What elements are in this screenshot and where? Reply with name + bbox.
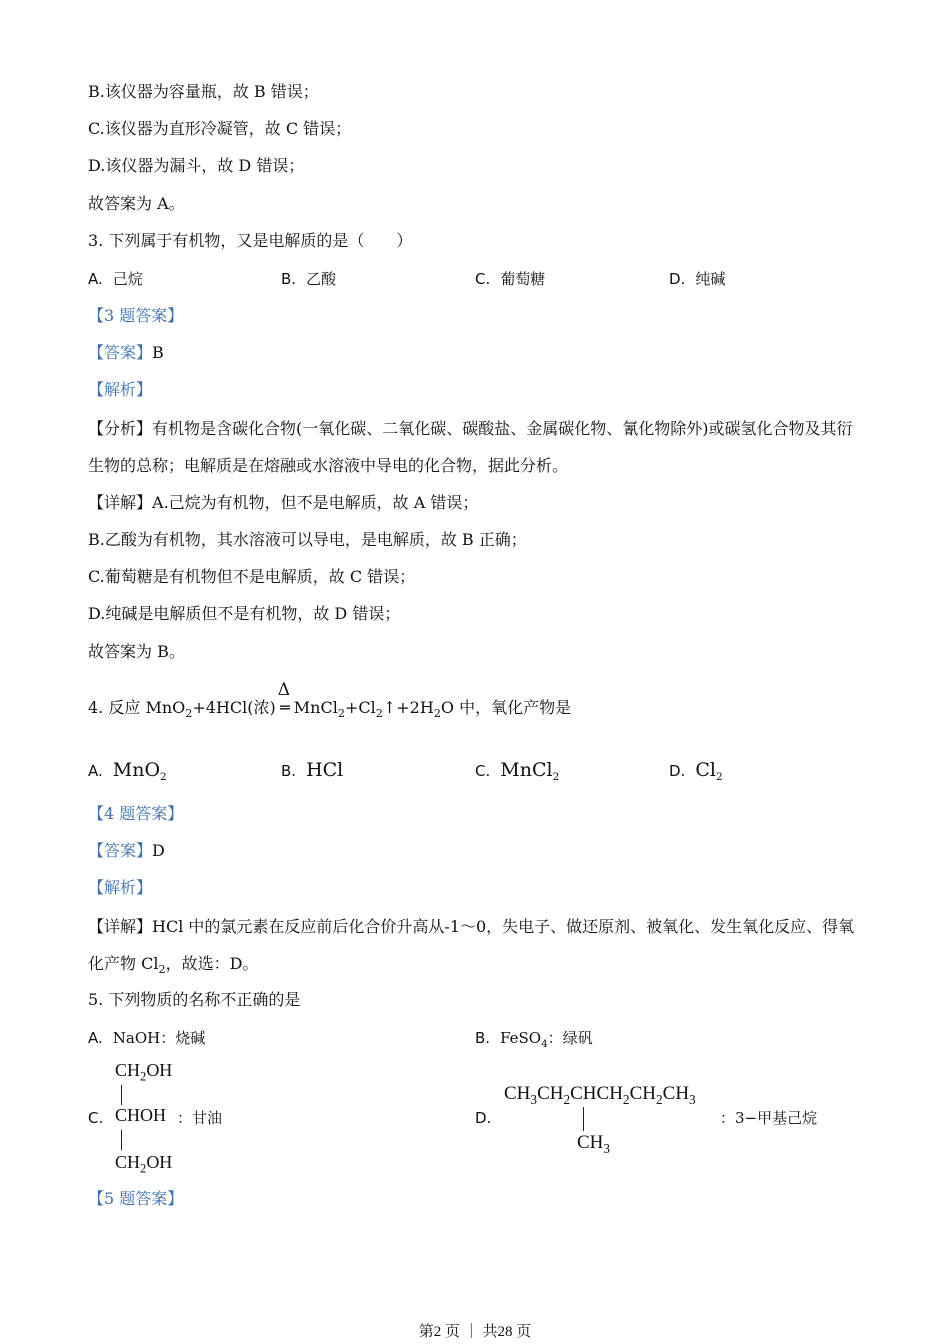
heating-delta-symbol: Δ xyxy=(277,680,291,700)
q5-option-c-letter: C. xyxy=(88,1109,104,1127)
q3-option-c: C. 葡萄糖 xyxy=(475,270,546,288)
q3-xiangjie-d: D.纯碱是电解质但不是有机物，故 D 错误； xyxy=(88,604,401,623)
bond-line xyxy=(583,1107,584,1131)
q5-option-c-name: ：甘油 xyxy=(177,1109,223,1127)
q5-answer-header: 【5 题答案】 xyxy=(88,1189,184,1208)
q5-option-d-name: ：3−甲基己烷 xyxy=(720,1109,818,1127)
q3-final: 故答案为 B。 xyxy=(88,642,185,661)
q5-option-b: B. FeSO$_4$：绿矾 xyxy=(475,1029,593,1050)
q4-xiangjie: 【详解】HCl 中的氯元素在反应前后化合价升高从-1～0，失电子、做还原剂、被氧化、发生氧化反应、得氧化产物 $Cl_2$，故选：D。 xyxy=(88,917,855,977)
explanation-line-d: D.该仪器为漏斗，故 D 错误； xyxy=(88,156,305,175)
q3-xiangjie-c: C.葡萄糖是有机物但不是电解质，故 C 错误； xyxy=(88,567,416,586)
q3-option-d: D. 纯碱 xyxy=(669,270,726,288)
bond-line xyxy=(121,1130,122,1150)
q4-option-c: C. MnCl$_2$ xyxy=(475,759,560,783)
q3-answer: 【答案】B xyxy=(88,343,164,362)
q5-stem: 5. 下列物质的名称不正确的是 xyxy=(88,990,301,1009)
q4-answer-header: 【4 题答案】 xyxy=(88,804,184,823)
q5-option-a: A. NaOH：烧碱 xyxy=(88,1029,206,1047)
q5-option-d-letter: D. xyxy=(475,1109,492,1127)
q3-fenxi: 【分析】有机物是含碳化合物(一氧化碳、二氧化碳、碳酸盐、金属碳化物、氰化物除外)或碳氢化合物及其衍生物的总称；电解质是在熔融或水溶液中导电的化合物，据此分析。 xyxy=(88,419,853,475)
q3-xiangjie-b: B.乙酸为有机物，其水溶液可以导电，是电解质，故 B 正确； xyxy=(88,530,527,549)
q4-option-a: A. MnO$_2$ xyxy=(88,759,167,783)
bond-line xyxy=(121,1085,122,1105)
explanation-line-c: C.该仪器为直形冷凝管，故 C 错误； xyxy=(88,119,352,138)
q3-stem: 3. 下列属于有机物，又是电解质的是（ ） xyxy=(88,231,413,250)
final-answer-line: 故答案为 A。 xyxy=(88,194,185,213)
q4-option-d: D. $Cl_2$ xyxy=(669,759,723,783)
hexane-main-chain: $CH_3CH_2CHCH_2CH_2CH_3$ xyxy=(504,1083,696,1107)
q3-answer-header: 【3 题答案】 xyxy=(88,306,184,325)
glycerol-bottom-group: $CH_2OH$ xyxy=(115,1152,173,1176)
q4-analysis-header: 【解析】 xyxy=(88,878,153,897)
q3-option-b: B. 乙酸 xyxy=(281,270,337,288)
methyl-branch: $CH_3$ xyxy=(577,1132,611,1156)
q3-option-a: A. 己烷 xyxy=(88,270,143,288)
q4-stem: 4. 反应 MnO$_2$+4HCl(浓) Δ ═ $MnCl_2+Cl_2↑+2H_2O$ 中，氧化产物是 xyxy=(88,680,572,721)
q3-xiangjie-a: 【详解】A.己烷为有机物，但不是电解质，故 A 错误； xyxy=(88,493,479,512)
explanation-line-b: B.该仪器为容量瓶，故 B 错误； xyxy=(88,82,319,101)
page-footer: 第2 页 ｜ 共28 页 xyxy=(418,1324,532,1340)
q4-answer: 【答案】D xyxy=(88,841,165,860)
glycerol-top-group: $CH_2OH$ xyxy=(115,1060,173,1084)
q4-option-b: B. HCl xyxy=(281,759,344,781)
glycerol-middle-group: CHOH xyxy=(115,1105,167,1125)
q3-analysis-header: 【解析】 xyxy=(88,380,153,399)
